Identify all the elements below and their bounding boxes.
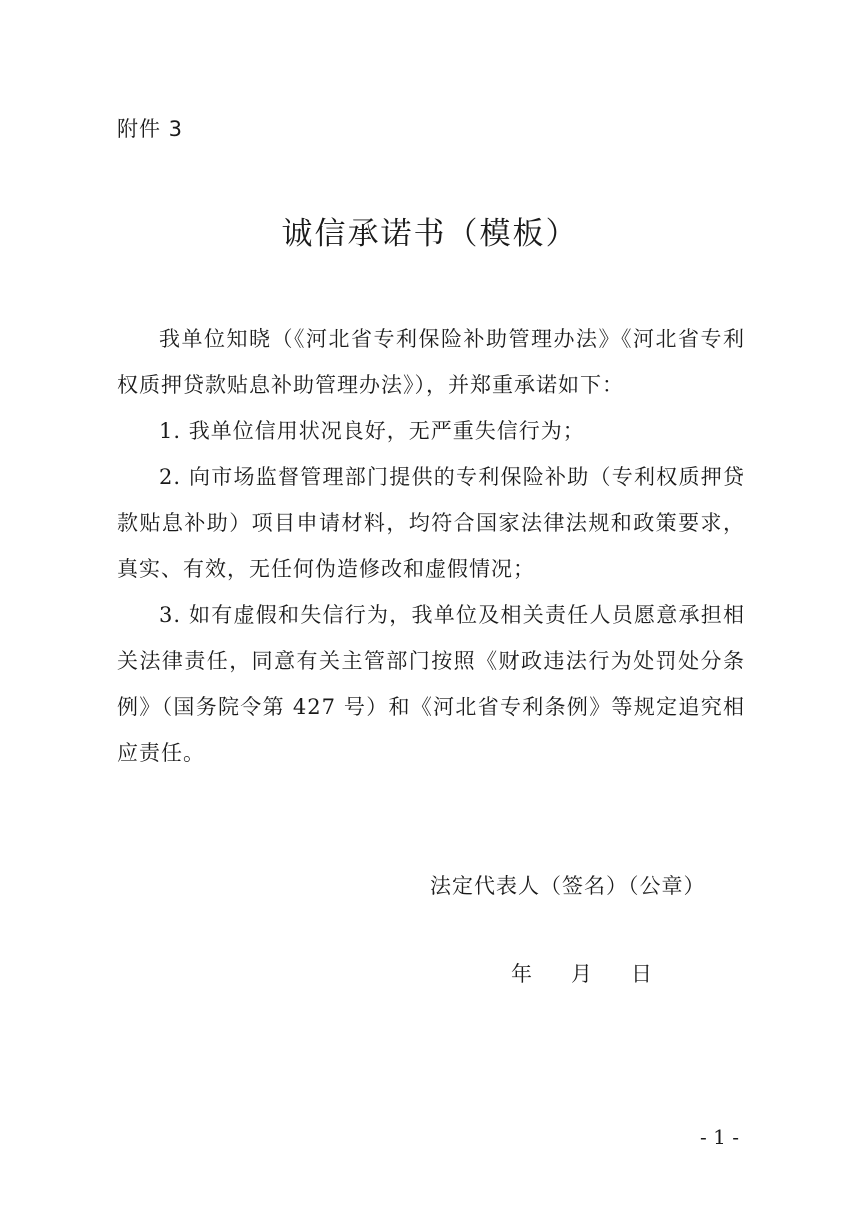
date-year: 年 (511, 962, 532, 986)
commitment-item-2: 2. 向市场监督管理部门提供的专利保险补助（专利权质押贷款贴息补助）项目申请材料，均符合国家法律法规和政策要求，真实、有效，无任何伪造修改和虚假情况； (117, 465, 745, 581)
attachment-label: 附件 3 (117, 117, 184, 141)
intro-paragraph: 我单位知晓（《河北省专利保险补助管理办法》《河北省专利权质押贷款贴息补助管理办法》），并郑重承诺如下： (117, 327, 745, 397)
page-number: - 1 - (700, 1125, 739, 1149)
commitment-item-3: 3. 如有虚假和失信行为，我单位及相关责任人员愿意承担相关法律责任，同意有关主管部门按照《财政违法行为处罚处分条例》（国务院令第 427 号）和《河北省专利条例》等规定追究相应责任。 (117, 603, 745, 765)
date-line (511, 954, 652, 994)
date-month: 月 (571, 962, 592, 986)
document-title: 诚信承诺书（模板） (281, 216, 579, 252)
signature-line: 法定代表人（签名）（公章） (430, 874, 706, 898)
commitment-body (117, 316, 745, 776)
date-day: 日 (631, 962, 652, 986)
commitment-item-1: 1. 我单位信用状况良好，无严重失信行为； (159, 419, 585, 443)
